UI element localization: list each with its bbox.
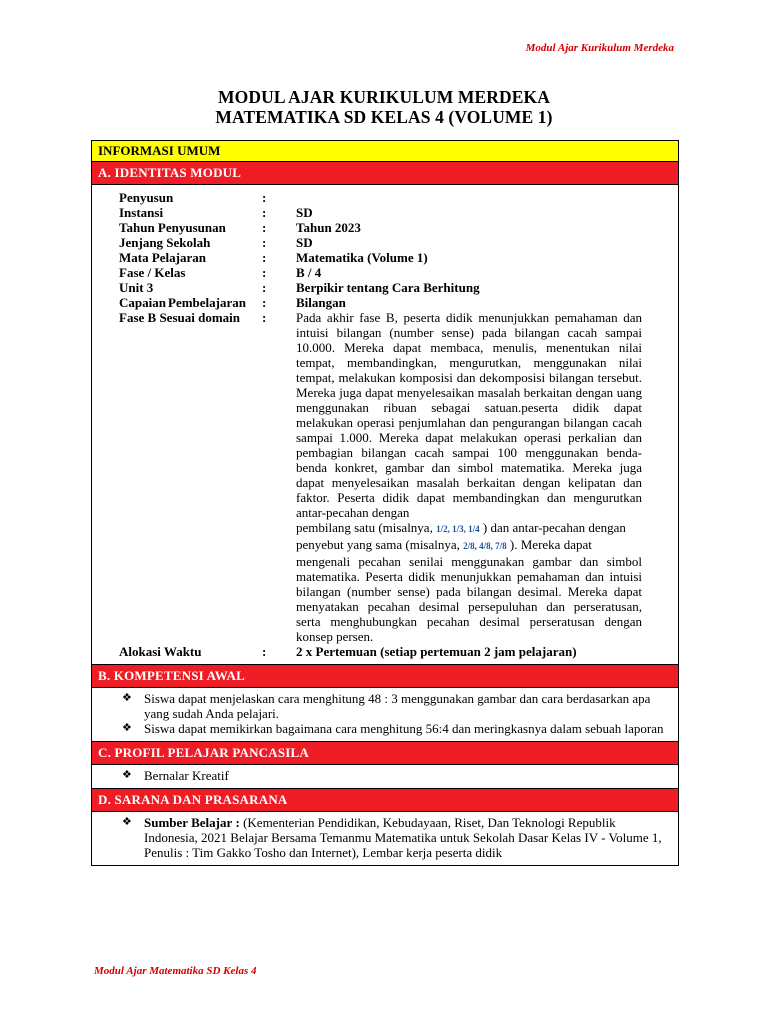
capaian-row xyxy=(92,295,678,310)
sumber-belajar-label: Sumber Belajar xyxy=(144,815,233,830)
identity-row xyxy=(92,205,678,220)
row-label: Fase B Sesuai domain xyxy=(119,310,240,325)
row-value: Bilangan xyxy=(296,295,346,310)
row-label: Alokasi Waktu xyxy=(119,644,202,659)
fase-b-row xyxy=(92,310,678,644)
fase-b-paragraph-2: mengenali pecahan senilai menggunakan gambar dan simbol matematika. Peserta didik menunjukkan pemahaman dan intuisi bilangan (number sense) pada bilangan desimal. Mereka dapat menyatakan pecahan desimal persepuluhan dan perseratusan, serta menghubungkan pecahan desimal perseratusan dengan konsep persen. xyxy=(296,554,642,644)
row-colon: : xyxy=(262,220,267,235)
capaian-label-word: Capaian xyxy=(119,295,166,310)
identity-row xyxy=(92,220,678,235)
pembelajaran-label-word: Pembelajaran xyxy=(168,295,246,310)
row-colon: : xyxy=(262,205,267,220)
row-value: Matematika (Volume 1) xyxy=(296,250,428,265)
fraction-prefix: penyebut yang sama (misalnya, xyxy=(296,537,460,552)
section-c-heading: C. PROFIL PELAJAR PANCASILA xyxy=(92,741,678,765)
row-label: Jenjang Sekolah xyxy=(119,235,211,250)
fraction-line-1 xyxy=(296,520,642,537)
identity-row xyxy=(92,235,678,250)
row-label: Tahun Penyusunan xyxy=(119,220,226,235)
row-label xyxy=(92,295,262,310)
row-colon: : xyxy=(262,310,267,325)
title-line-2: MATEMATIKA SD KELAS 4 (VOLUME 1) xyxy=(215,107,553,127)
row-colon: : xyxy=(262,250,267,265)
section-a-heading: A. IDENTITAS MODUL xyxy=(92,162,678,185)
list-item-text: Siswa dapat memikirkan bagaimana cara menghitung 56:4 dan meringkasnya dalam sebuah laporan xyxy=(144,721,664,736)
identity-row xyxy=(92,190,678,205)
running-header: Modul Ajar Kurikulum Merdeka xyxy=(525,42,674,54)
row-colon: : xyxy=(262,295,267,310)
fraction-line-2 xyxy=(296,537,642,554)
fraction-suffix: ). Mereka dapat xyxy=(509,537,592,552)
title-line-1: MODUL AJAR KURIKULUM MERDEKA xyxy=(218,87,550,107)
row-value: SD xyxy=(296,205,313,220)
row-colon: : xyxy=(262,644,267,659)
section-b-heading: B. KOMPETENSI AWAL xyxy=(92,664,678,688)
unit-fractions-example: 1/2, 1/3, 1/4 xyxy=(436,524,480,534)
fraction-suffix: ) dan antar-pecahan dengan xyxy=(482,520,626,535)
fraction-prefix: pembilang satu (misalnya, xyxy=(296,520,433,535)
same-denominator-fractions-example: 2/8, 4/8, 7/8 xyxy=(463,541,507,551)
row-label: Mata Pelajaran xyxy=(119,250,207,265)
list-item xyxy=(92,768,678,783)
row-label: Instansi xyxy=(119,205,164,220)
fase-b-paragraph-1: Pada akhir fase B, peserta didik menunjukkan pemahaman dan intuisi bilangan (number sense) pada bilangan cacah sampai 10.000. Mereka dapat membaca, menulis, menentukan nilai tempat, membandingkan, mengurutkan, menggunakan nilai tempat, melakukan komposisi dan dekomposisi bilangan tersebut. Mereka juga dapat menyelesaikan masalah berkaitan dengan uang menggunakan ribuan sebagai satuan.peserta didik dapat melakukan operasi penjumlahan dan pengurangan bilangan cacah sampai 1.000. Mereka dapat melakukan operasi perkalian dan pembagian bilangan cacah sampai 100 menggunakan benda-benda konkret, gambar dan simbol matematika. Mereka juga dapat menyelesaikan masalah berkaitan dengan kelipatan dan faktor. Peserta didik dapat membandingkan dan mengurutkan antar-pecahan dengan xyxy=(296,310,642,520)
fase-b-description xyxy=(296,310,642,644)
identity-row xyxy=(92,265,678,280)
section-d-heading: D. SARANA DAN PRASARANA xyxy=(92,788,678,812)
row-value xyxy=(296,190,642,205)
document-title xyxy=(0,87,768,127)
row-label: Penyusun xyxy=(119,190,174,205)
sumber-belajar-text: (Kementerian Pendidikan, Kebudayaan, Riset, Dan Teknologi Republik Indonesia, 2021 Belajar Bersama Temanmu Matematika untuk Sekolah Dasar Kelas IV - Volume 1, Penulis : Tim Gakko Tosho dan Internet), Lembar kerja peserta didik xyxy=(144,815,662,860)
row-colon: : xyxy=(262,280,267,295)
row-colon: : xyxy=(262,235,267,250)
informasi-umum-heading: INFORMASI UMUM xyxy=(92,141,678,162)
list-item xyxy=(92,721,678,736)
row-value: SD xyxy=(296,235,313,250)
sumber-belajar-colon: : xyxy=(235,815,240,830)
diamond-bullet-icon: ❖ xyxy=(122,722,132,734)
diamond-bullet-icon: ❖ xyxy=(122,692,132,704)
row-colon: : xyxy=(262,265,267,280)
running-footer: Modul Ajar Matematika SD Kelas 4 xyxy=(94,965,257,977)
row-label: Unit 3 xyxy=(119,280,154,295)
module-info-table xyxy=(91,140,679,866)
row-value: Tahun 2023 xyxy=(296,220,361,235)
list-item-text xyxy=(144,815,668,860)
profil-pelajar-list xyxy=(92,765,678,788)
row-label: Fase / Kelas xyxy=(119,265,186,280)
row-colon: : xyxy=(262,190,267,205)
identity-row xyxy=(92,250,678,265)
sarana-prasarana-list xyxy=(92,812,678,865)
alokasi-row xyxy=(92,644,678,659)
list-item xyxy=(92,691,678,721)
list-item-text: Bernalar Kreatif xyxy=(144,768,229,783)
row-value: 2 x Pertemuan (setiap pertemuan 2 jam pelajaran) xyxy=(296,644,577,659)
list-item-text: Siswa dapat menjelaskan cara menghitung 48 : 3 menggunakan gambar dan cara berdasarkan apa yang sudah Anda pelajari. xyxy=(144,691,651,721)
diamond-bullet-icon: ❖ xyxy=(122,816,132,828)
identity-row xyxy=(92,280,678,295)
row-value: B / 4 xyxy=(296,265,322,280)
list-item xyxy=(92,815,678,860)
row-value: Berpikir tentang Cara Berhitung xyxy=(296,280,480,295)
kompetensi-awal-list xyxy=(92,688,678,741)
identitas-modul-body xyxy=(92,185,678,664)
diamond-bullet-icon: ❖ xyxy=(122,769,132,781)
